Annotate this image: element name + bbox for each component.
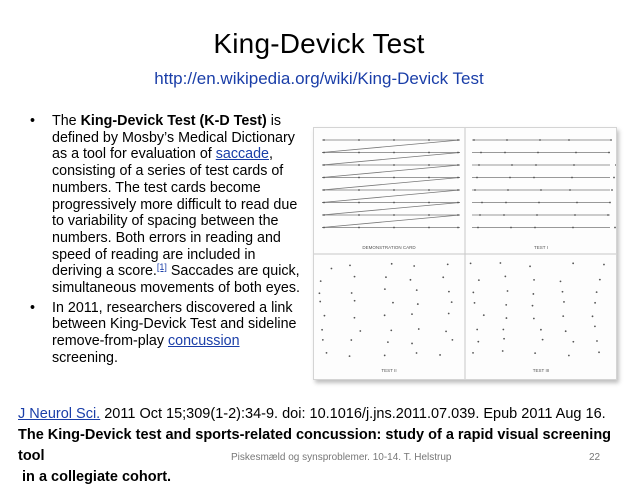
test-i-number-mark [539,139,541,141]
test-i-number-mark [576,202,578,204]
test-iii-number-mark [603,264,605,266]
test-iii-number-mark [572,262,574,264]
test-ii-number-mark [448,313,450,315]
test-ii-number-mark [320,280,322,282]
demo-number-mark [358,202,360,204]
demo-number-mark [393,164,395,166]
bullet-text: is defined by Mosby’s Medical Dictionary as a tool for evaluation of [52,113,295,163]
test-iii-number-mark [529,265,531,267]
test-i-number-mark [615,164,616,166]
test-iii-number-mark [568,355,570,357]
demo-number-mark [323,177,325,179]
test-iii-number-mark [532,305,534,307]
demo-number-mark [457,164,459,166]
demo-diagonal-line [322,215,460,228]
article-title-line-2: in a collegiate cohort. [18,469,172,485]
test-i-label: TEST I [534,245,548,250]
demo-number-mark [457,227,459,229]
demo-diagonal-line [322,140,460,153]
bullet-text: screening. [52,349,118,366]
demo-number-mark [428,177,430,179]
test-ii-number-mark [391,263,393,265]
test-iii-number-mark [502,329,504,331]
demo-number-mark [358,227,360,229]
demo-number-mark [358,139,360,141]
test-iii-number-mark [506,317,508,319]
test-iii-number-mark [542,339,544,341]
test-iii-number-mark [572,341,574,343]
bullet-dot-icon: • [30,113,36,129]
demo-number-mark [428,189,430,191]
test-i-number-mark [540,189,542,191]
demo-number-mark [358,164,360,166]
test-i-number-mark [614,227,616,229]
demo-number-mark [393,202,395,204]
test-ii-number-mark [324,315,326,317]
test-i-number-mark [481,202,483,204]
bullet-dot-icon: • [30,299,36,316]
test-ii-number-mark [411,313,413,315]
demo-diagonal-line [322,178,460,191]
test-iii-number-mark [534,352,536,354]
test-i-number-mark [477,227,479,229]
demo-number-mark [457,139,459,141]
test-i-number-mark [571,177,573,179]
test-ii-number-mark [411,343,413,345]
test-ii-number-mark [349,355,351,357]
test-ii-number-mark [354,276,356,278]
demo-number-mark [393,177,395,179]
test-i-number-mark [509,177,511,179]
demo-number-mark [457,214,459,216]
article-title-line-1: The King-Devick test and sports-related concussion: study of a rapid visual screening tool [18,427,612,464]
test-iii-number-mark [596,291,598,293]
test-ii-number-mark [349,264,351,266]
test-iii-number-mark [504,276,506,278]
bullet-text: , consisting of a series of test cards of numbers. The test cards become progressively more difficult to read due to variability of spacing between the numbers. Both errors in reading and speed of reading are included in deriving a score. [52,146,298,280]
demo-number-mark [457,152,459,154]
test-iii-number-mark [533,318,535,320]
test-iii-number-mark [592,315,594,317]
test-i-number-mark [538,202,540,204]
test-iii-number-mark [483,314,485,316]
test-ii-number-mark [322,339,324,341]
bullet-list [30,113,305,370]
demo-number-mark [428,214,430,216]
test-ii-number-mark [417,303,419,305]
test-iii-number-mark [532,293,534,295]
demo-number-mark [358,177,360,179]
test-iii-number-mark [502,350,504,352]
demo-diagonal-line [322,203,460,216]
demo-number-mark [428,164,430,166]
test-i-number-mark [505,202,507,204]
test-i-number-mark [575,152,577,154]
bullet-text: Saccades are quick, simultaneous movements of both eyes. [52,263,300,297]
test-iii-number-mark [478,279,480,281]
footer-text: Piskesmæld og synsproblemer. 10-14. T. Helstrup [231,452,452,463]
demo-number-mark [457,189,459,191]
test-iii-number-mark [560,280,562,282]
demo-number-mark [323,164,325,166]
test-iii-number-mark [533,279,535,281]
test-ii-number-mark [385,276,387,278]
test-iii-number-mark [598,351,600,353]
test-ii-number-mark [451,339,453,341]
demo-number-mark [323,202,325,204]
journal-link[interactable]: J Neurol Sci. [18,406,101,422]
test-i-number-mark [474,189,476,191]
test-ii-number-mark [392,302,394,304]
test-iii-number-mark [472,292,474,294]
test-iii-number-mark [596,340,598,342]
test-i-number-mark [537,152,539,154]
test-i-number-mark [534,227,536,229]
bullet-text: The [52,113,81,129]
test-iii-number-mark [599,279,601,281]
bullet-item [30,300,305,367]
demo-number-mark [457,202,459,204]
test-i-number-mark [609,202,611,204]
test-ii-number-mark [350,339,352,341]
test-ii-number-mark [448,291,450,293]
test-ii-number-mark [442,276,444,278]
test-iii-number-mark [563,301,565,303]
test-i-number-mark [568,139,570,141]
test-i-number-mark [507,189,509,191]
test-ii-number-mark [413,265,415,267]
test-iii-number-mark [476,329,478,331]
test-ii-number-mark [359,330,361,332]
bullet-item [30,113,305,297]
test-i-number-mark [476,177,478,179]
demo-number-mark [428,139,430,141]
test-iii-number-mark [505,304,507,306]
demo-number-mark [323,189,325,191]
test-ii-number-mark [384,288,386,290]
test-iii-number-mark [474,302,476,304]
reference-link[interactable]: [1] [156,262,167,273]
test-i-number-mark [613,177,615,179]
bullet-bold-text: King-Devick Test (K-D Test) [80,113,267,129]
test-iii-number-mark [594,325,596,327]
test-ii-number-mark [384,355,386,357]
test-iii-number-mark [594,302,596,304]
test-ii-number-mark [439,354,441,356]
test-iii-number-mark [472,352,474,354]
test-ii-number-mark [410,279,412,281]
citation [18,404,628,488]
test-i-number-mark [608,152,610,154]
test-i-number-mark [503,214,505,216]
demo-number-mark [323,152,325,154]
test-iii-number-mark [565,330,567,332]
test-ii-number-mark [416,289,418,291]
test-i-number-mark [479,214,481,216]
test-iii-number-mark [470,262,472,264]
demo-number-mark [358,189,360,191]
test-ii-number-mark [331,268,333,270]
bullet-text: In 2011, researchers discovered a link between King-Devick Test and sideline remove-from-play [52,299,297,350]
test-i-number-mark [569,189,571,191]
test-i-number-mark [536,214,538,216]
test-i-number-mark [478,164,480,166]
test-ii-number-mark [447,263,449,265]
demo-number-mark [323,139,325,141]
page-number: 22 [589,452,601,463]
test-i-number-mark [572,227,574,229]
source-url[interactable]: http://en.wikipedia.org/wiki/King-Devick Test [154,69,484,88]
test-ii-number-mark [354,317,356,319]
test-ii-number-mark [387,341,389,343]
test-i-number-mark [506,139,508,141]
concussion-link[interactable]: concussion [168,333,240,350]
demo-number-mark [358,152,360,154]
demo-number-mark [428,227,430,229]
test-ii-number-mark [319,292,321,294]
citation-details: 2011 Oct 15;309(1-2):34-9. doi: 10.1016/j.jns.2011.07.039. Epub 2011 Aug 16. [100,406,606,422]
demo-number-mark [428,152,430,154]
demo-diagonal-line [322,153,460,166]
demo-number-mark [358,214,360,216]
test-iii-label: TEST III [532,368,550,373]
test-cards-illustration [314,128,616,379]
test-ii-number-mark [416,352,418,354]
demo-diagonal-line [322,190,460,203]
test-i-number-mark [573,164,575,166]
demo-number-mark [323,214,325,216]
test-ii-number-mark [354,300,356,302]
demo-number-mark [323,227,325,229]
test-i-number-mark [480,152,482,154]
demo-number-mark [457,177,459,179]
test-i-number-mark [611,189,613,191]
demo-number-mark [393,214,395,216]
test-ii-number-mark [384,314,386,316]
test-i-number-mark [504,152,506,154]
test-i-number-mark [610,139,612,141]
king-devick-test-cards-image [313,127,617,380]
test-iii-number-mark [507,290,509,292]
demo-number-mark [428,202,430,204]
test-ii-number-mark [445,330,447,332]
test-ii-number-mark [326,352,328,354]
test-ii-number-mark [390,329,392,331]
test-iii-number-mark [540,329,542,331]
test-iii-number-mark [503,338,505,340]
demo-number-mark [393,139,395,141]
demo-number-mark [393,227,395,229]
slide-title: King-Devick Test [213,28,425,59]
test-ii-label: TEST II [381,368,397,373]
test-i-number-mark [535,164,537,166]
test-ii-number-mark [418,328,420,330]
test-ii-number-mark [319,301,321,303]
test-i-number-mark [574,214,576,216]
test-i-number-mark [511,164,513,166]
test-i-number-mark [533,177,535,179]
demo-number-mark [393,152,395,154]
test-ii-number-mark [451,301,453,303]
test-i-number-mark [473,139,475,141]
test-iii-number-mark [477,341,479,343]
test-i-number-mark [607,214,609,216]
test-ii-number-mark [351,292,353,294]
saccade-link[interactable]: saccade [215,146,269,163]
test-ii-number-mark [321,329,323,331]
test-i-number-mark [510,227,512,229]
demo-number-mark [393,189,395,191]
demo-diagonal-line [322,165,460,178]
test-iii-number-mark [562,291,564,293]
test-iii-number-mark [562,315,564,317]
test-iii-number-mark [500,262,502,264]
demo-card-label: DEMONSTRATION CARD [362,245,416,250]
